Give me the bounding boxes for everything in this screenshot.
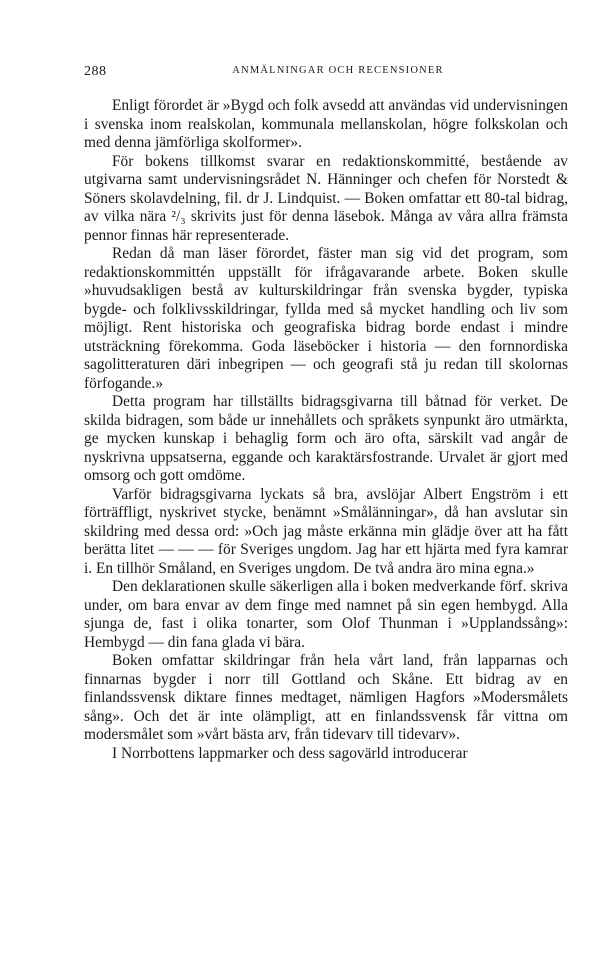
paragraph: Redan då man läser förordet, fäster man sig vid det program, som redaktionskommittén uppställt för ifrågavarande arbete. Boken skulle »huvudsakligen bestå av kulturskildringar från svenska bygder, typiska bygde- och folklivsskildringar, fyllda med så mycket handling och liv som möjligt. Rent historiska och geografiska bidrag borde endast i mindre utsträckning förekomma. Goda läseböcker i historia — den fornnordiska sagolitteraturen däri inbegripen — och geografi stå ju redan till skolornas förfogande.» <box>84 245 568 392</box>
paragraph: Detta program har tillställts bidragsgivarna till båtnad för verket. De skilda bidragen, som både ur innehållets och språkets synpunkt äro utmärkta, ge mycken kunskap i behaglig form och äro ofta, särskilt vad angår de nyskrivna uppsatserna, eggande och karaktärsfostrande. Urvalet är gjort med omsorg och gott omdöme. <box>84 393 568 484</box>
paragraph: Den deklarationen skulle säkerligen alla i boken medverkande förf. skriva under, om bara envar av dem finge med namnet på sin egen hembygd. Alla sjunga de, fast i olika tonarter, som Olof Thunman i »Upplandssång»: Hembygd — din fana glada vi bära. <box>84 578 568 651</box>
paragraph: Enligt förordet är »Bygd och folk avsedd att användas vid undervisningen i svenska inom realskolan, kommunala mellanskolan, högre folkskolan och med denna jämförliga skolformer». <box>84 97 568 151</box>
page-header <box>84 64 568 84</box>
page-number: 288 <box>84 64 107 79</box>
paragraph: Boken omfattar skildringar från hela vårt land, från lapparnas och finnarnas bygder i norr till Gottland och Skåne. Ett bidrag av en finlandssvensk diktare finnes medtaget, nämligen Hagfors »Modersmålets sång». Och det är inte olämpligt, att en finlandssvensk får vittna om modersmålet som »vårt bästa arv, från tidevarv till tidevarv». <box>84 652 568 743</box>
body-text <box>84 97 568 763</box>
paragraph: Varför bidragsgivarna lyckats så bra, avslöjar Albert Engström i ett förträffligt, nyskrivet stycke, benämnt »Smålänningar», då han avslutar sin skildring med dessa ord: »Och jag måste erkänna min glädje över att ha fått berätta litet — — — för Sveriges ungdom. Jag har ett hjärta med fyra kamrar i. En tillhör Småland, en Sveriges ungdom. De två andra äro mina egna.» <box>84 485 568 577</box>
paragraph: För bokens tillkomst svarar en redaktionskommitté, bestående av utgivarna samt undervisningsrådet N. Hänninger och chefen för Norstedt & Söners skolavdelning, fil. dr J. Lindquist. — Boken omfattar ett 80-tal bidrag, av vilka nära ²/₃ skrivits just för denna läsebok. Många av våra allra främsta pennor finnas här representerade. <box>84 152 568 244</box>
paragraph: I Norrbottens lappmarker och dess sagovärld introducerar <box>112 744 468 762</box>
running-title: ANMÄLNINGAR OCH RECENSIONER <box>232 65 444 76</box>
